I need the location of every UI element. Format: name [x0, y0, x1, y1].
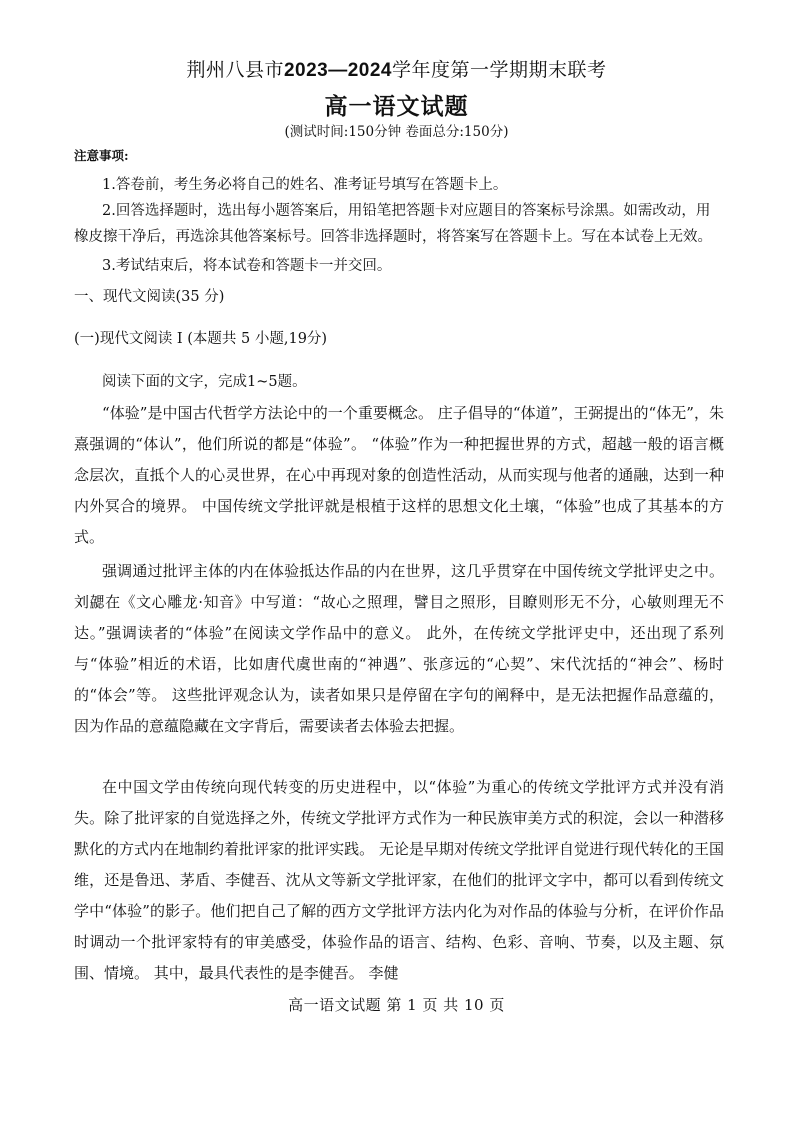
- notice-item: 2.回答选择题时，选出每小题答案后，用铅笔把答题卡对应题目的答案标号涂黑。如需改动，用橡皮擦干净后，再选涂其他答案标号。回答非选择题时，将答案写在答题卡上。写在本试卷上无效。: [74, 203, 712, 245]
- page-footer: 高一语文试题 第 1 页 共 10 页: [288, 996, 505, 1014]
- notice-heading: 注意事项:: [74, 148, 129, 163]
- reading-paragraph: “体验”是中国古代哲学方法论中的一个重要概念。 庄子倡导的“体道”，王弼提出的“体无”，朱熹强调的“体认”，他们所说的都是“体验”。 “体验”作为一种把握世界的方式，超越一般的语言概念层次，直抵个人的心灵世界，在心中再现对象的创造性活动，从而实现与他者的通融，达到一种内外冥合的境界。 中国传统文学批评就是根植于这样的思想文化土壤，“体验”也成了其基本的方式。: [74, 404, 724, 546]
- header-region: 荆州八县市: [186, 59, 284, 81]
- part-title: (一)现代文阅读 Ⅰ (本题共 5 小题,19分): [74, 331, 328, 347]
- header-term: 学年度第一学期期末联考: [392, 59, 607, 81]
- section-title: 一、现代文阅读(35 分): [74, 289, 225, 305]
- reading-paragraph: 强调通过批评主体的内在体验抵达作品的内在世界，这几乎贯穿在中国传统文学批评史之中。 刘勰在《文心雕龙·知音》中写道：“故心之照理，譬目之照形，目瞭则形无不分，心敏则理无不达。”强调读者的“体验”在阅读文学作品中的意义。 此外，在传统文学批评史中，还出现了系列与“体验”相近的术语，比如唐代虞世南的“神遇”、张彦远的“心契”、宋代沈括的“神会”、杨时的“体会”等。 这些批评观念认为，读者如果只是停留在字句的阐释中，是无法把握作品意蕴的，因为作品的意蕴隐藏在文字背后，需要读者去体验去把握。: [74, 562, 724, 735]
- exam-header: [0, 55, 793, 82]
- reading-paragraph: 在中国文学由传统向现代转变的历史进程中，以“体验”为重心的传统文学批评方式并没有消失。除了批评家的自觉选择之外，传统文学批评方式作为一种民族审美方式的积淀，会以一种潜移默化的方式内在地制约着批评家的批评实践。 无论是早期对传统文学批评自觉进行现代转化的王国维，还是鲁迅、茅盾、李健吾、沈从文等新文学批评家，在他们的批评文字中，都可以看到传统文学中“体验”的影子。他们把自己了解的西方文学批评方法内化为对作品的体验与分析，在评价作品时调动一个批评家特有的审美感受，体验作品的语言、结构、色彩、音响、节奏，以及主题、氛围、情境。 其中，最具代表性的是李健吾。 李健: [74, 778, 724, 982]
- notice-item: 1.答卷前，考生务必将自己的姓名、准考证号填写在答题卡上。: [102, 177, 508, 193]
- notice-item: 3.考试结束后，将本试卷和答题卡一并交回。: [102, 258, 392, 274]
- page-title: 高一语文试题: [324, 93, 469, 120]
- header-years: 2023—2024: [283, 60, 393, 81]
- reading-prompt: 阅读下面的文字，完成1~5题。: [102, 374, 307, 390]
- exam-subtitle: (测试时间:150分钟 卷面总分:150分): [284, 124, 509, 140]
